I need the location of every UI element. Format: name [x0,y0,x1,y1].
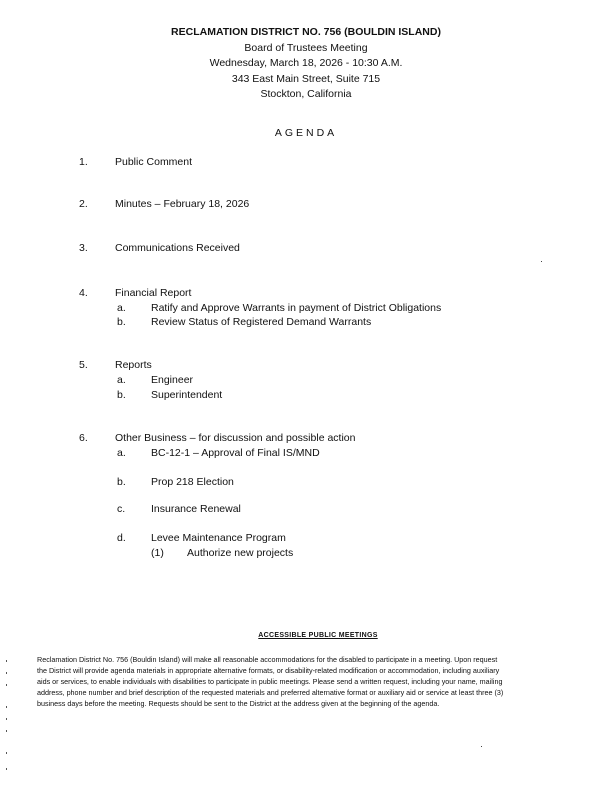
scan-specks [6,660,10,780]
sub-item-letter: a. [117,302,126,314]
sub-item: Engineer [151,374,194,386]
sub-item: Levee Maintenance Program [151,532,286,544]
agenda-item: Communications Received [115,242,240,254]
scan-speck [481,746,482,747]
sub-item: Superintendent [151,389,223,401]
district-name: RECLAMATION DISTRICT NO. 756 (BOULDIN ISLAND) [171,26,441,38]
notice-line: aids or services, to enable individuals with disabilities to participate in public meetings. Please send a written request, including your name, mailing [37,677,503,686]
agenda-item: Public Comment [115,156,193,168]
agenda-item: Other Business – for discussion and possible action [115,432,356,444]
sub-item-letter: c. [117,503,126,515]
sub-item-letter: b. [117,476,126,488]
meeting-name: Board of Trustees Meeting [244,41,368,54]
sub-item: Ratify and Approve Warrants in payment of District Obligations [151,302,442,314]
item-number: 1. [79,156,88,168]
sub-item: Prop 218 Election [151,476,234,488]
item-number: 4. [79,287,88,299]
document-header [0,25,612,103]
item-number: 2. [79,198,88,210]
item-number: 6. [79,432,88,444]
sub-item-letter: d. [117,532,126,544]
accessibility-notice [37,654,612,709]
sub-item-letter: a. [117,447,126,459]
sub-sub-item-number: (1) [151,547,164,559]
sub-item-letter: b. [117,316,126,328]
sub-item-letter: a. [117,374,126,386]
item-number: 5. [79,359,88,371]
meeting-city: Stockton, California [260,88,352,100]
sub-item: Insurance Renewal [151,503,241,515]
sub-item-letter: b. [117,389,126,401]
notice-title: ACCESSIBLE PUBLIC MEETINGS [258,632,378,639]
sub-item: BC-12-1 – Approval of Final IS/MND [151,447,320,459]
meeting-address: 343 East Main Street, Suite 715 [231,72,381,85]
agenda-title: AGENDA [274,127,338,139]
agenda-item: Minutes – February 18, 2026 [115,198,250,210]
agenda-item: Reports [115,359,152,371]
sub-sub-item: Authorize new projects [187,547,294,559]
notice-line: address, phone number and brief description of the requested materials and preferred alternative format or auxiliary aid or service at least three (3) [37,688,504,697]
notice-line: the District will provide agenda materials in appropriate alternative formats, or disability-related modification or accommodation, including auxiliary [37,666,500,675]
item-number: 3. [79,242,88,254]
agenda-item: Financial Report [115,287,192,299]
notice-line: business days before the meeting. Requests should be sent to the District at the address given at the beginning of the agenda. [37,699,440,708]
notice-line: Reclamation District No. 756 (Bouldin Island) will make all reasonable accommodations for the disabled to participate in a meeting. Upon request [37,655,498,664]
scan-speck [541,261,542,262]
sub-item: Review Status of Registered Demand Warrants [151,316,372,328]
meeting-datetime: Wednesday, March 18, 2026 - 10:30 A.M. [209,57,403,69]
